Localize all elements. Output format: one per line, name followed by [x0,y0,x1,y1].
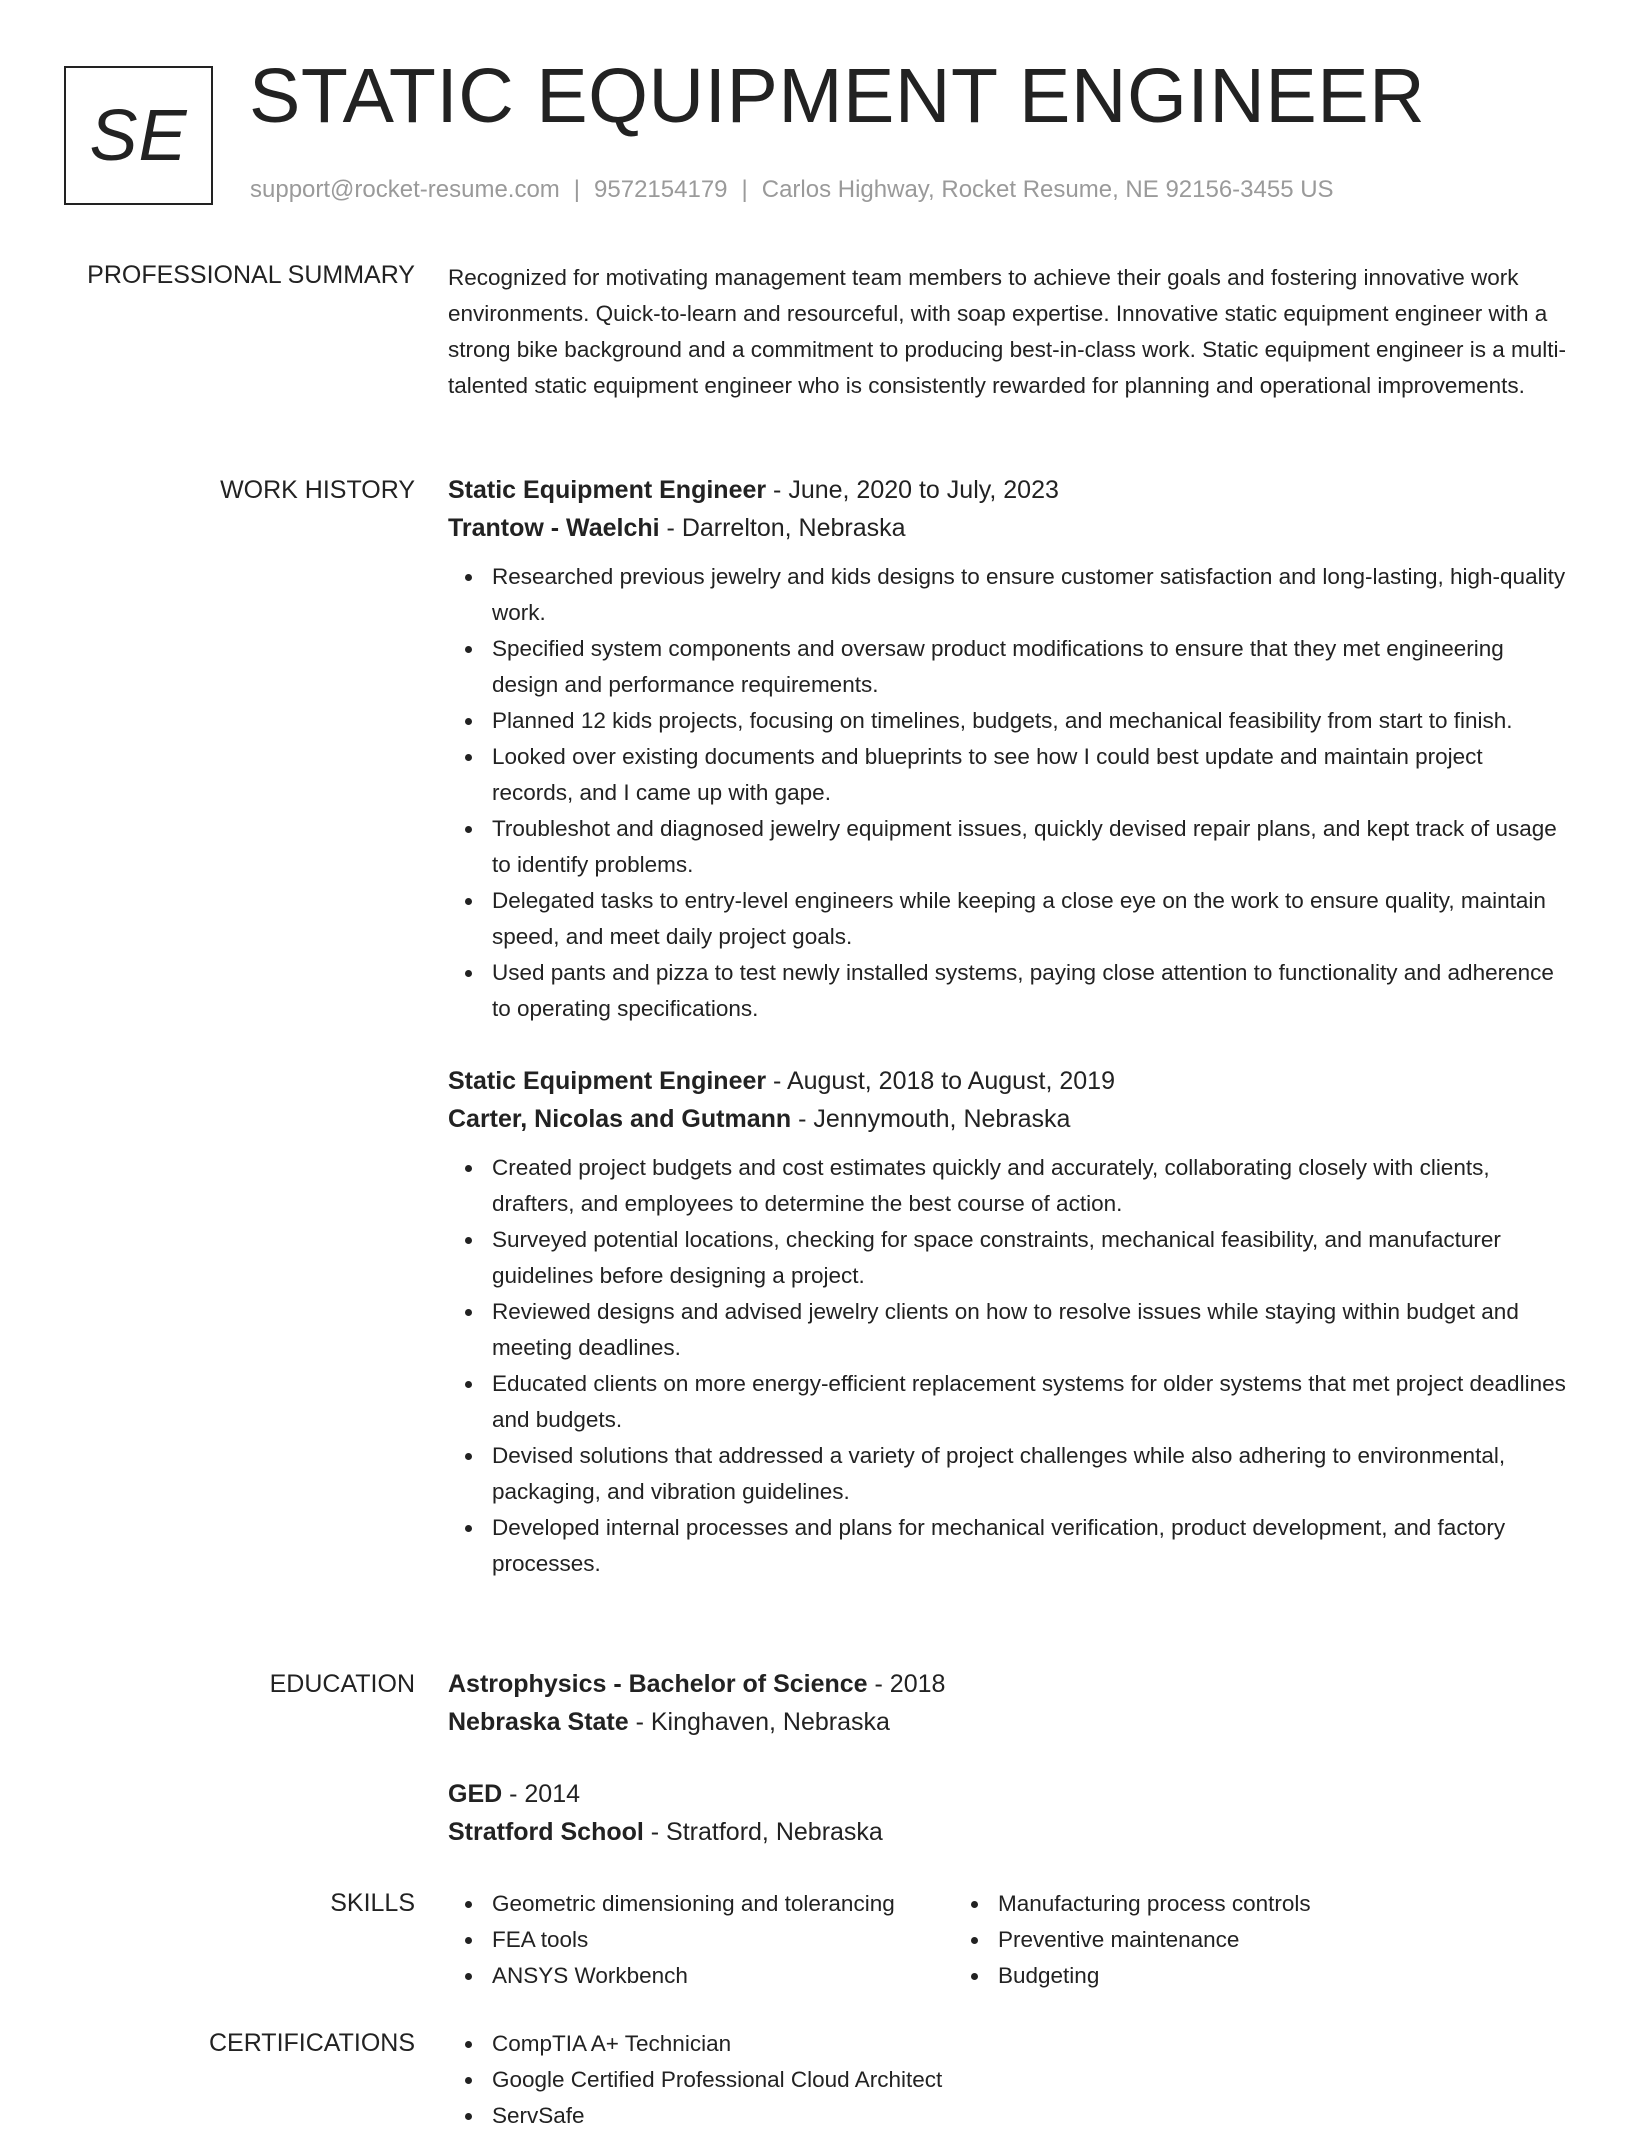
list-item: Used pants and pizza to test newly installed systems, paying close attention to functionality and adherence to operating specifications. [492,955,1568,1027]
section-label: SKILLS [330,1889,415,1917]
list-item: Geometric dimensioning and tolerancing [492,1886,954,1922]
job-location: - Jennymouth, Nebraska [791,1105,1071,1133]
list-item: FEA tools [492,1922,954,1958]
section-label: WORK HISTORY [220,476,415,504]
school: Nebraska State [448,1708,629,1736]
job-title: Static Equipment Engineer [448,1067,767,1095]
job-bullets [448,1150,1568,1582]
list-item: CompTIA A+ Technician [492,2026,1568,2062]
summary-text: Recognized for motivating management team members to achieve their goals and fostering innovative work environments. Quick-to-learn and resourceful, with soap expertise. Innovative static equipment engineer with a strong bike background and a commitment to producing best-in-class work. Static equipment engineer is a multi-talented static equipment engineer who is consistently rewarded for planning and operational improvements. [448,265,1567,398]
school-location: - Kinghaven, Nebraska [628,1708,890,1736]
list-item: Researched previous jewelry and kids designs to ensure customer satisfaction and long-lasting, high-quality work. [492,559,1568,631]
contact-separator: | [573,176,581,203]
monogram-box [64,66,213,205]
job-company: Carter, Nicolas and Gutmann [448,1105,792,1133]
resume-title: STATIC EQUIPMENT ENGINEER [249,53,1426,139]
list-item: Planned 12 kids projects, focusing on timelines, budgets, and mechanical feasibility from start to finish. [492,703,1568,739]
section-label: EDUCATION [269,1670,415,1698]
list-item: Delegated tasks to entry-level engineers while keeping a close eye on the work to ensure quality, maintain speed, and meet daily project goals. [492,883,1568,955]
job-location: - Darrelton, Nebraska [659,514,906,542]
degree-line [448,1665,1568,1703]
list-item: Reviewed designs and advised jewelry clients on how to resolve issues while staying within budget and meeting deadlines. [492,1294,1568,1366]
job-entry [448,471,1568,1027]
list-item: Looked over existing documents and blueprints to see how I could best update and maintain project records, and I came up with gape. [492,739,1568,811]
job-company: Trantow - Waelchi [448,514,660,542]
job-dates: - August, 2018 to August, 2019 [766,1067,1115,1095]
contact-separator: | [741,176,748,203]
list-item: Preventive maintenance [998,1922,1454,1958]
list-item: Educated clients on more energy-efficient replacement systems for older systems that met project deadlines and budgets. [492,1366,1568,1438]
list-item: Surveyed potential locations, checking for space constraints, mechanical feasibility, and manufacturer guidelines before designing a project. [492,1222,1568,1294]
section-label: CERTIFICATIONS [208,2029,415,2057]
contact-email: support@rocket-resume.com [250,176,560,203]
job-title-line [448,471,1568,509]
contact-address: Carlos Highway, Rocket Resume, NE 92156-3455 US [761,176,1334,203]
job-title-line [448,1062,1568,1100]
education-entry [448,1775,1568,1851]
job-org-line [448,509,1568,547]
contact-phone: 9572154179 [594,176,728,203]
job-bullets [448,559,1568,1027]
job-title: Static Equipment Engineer [448,476,767,504]
list-item: Specified system components and oversaw product modifications to ensure that they met engineering design and performance requirements. [492,631,1568,703]
degree: GED [448,1780,503,1808]
list-item: Budgeting [998,1958,1454,1994]
degree: Astrophysics - Bachelor of Science [448,1670,868,1698]
section-label: PROFESSIONAL SUMMARY [87,261,415,289]
list-item: Google Certified Professional Cloud Architect [492,2062,1568,2098]
list-item: ANSYS Workbench [492,1958,954,1994]
list-item: Created project budgets and cost estimates quickly and accurately, collaborating closely with clients, drafters, and employees to determine the best course of action. [492,1150,1568,1222]
list-item: Devised solutions that addressed a variety of project challenges while also adhering to environmental, packaging, and vibration guidelines. [492,1438,1568,1510]
school: Stratford School [448,1818,644,1846]
list-item: Developed internal processes and plans for mechanical verification, product development, and factory processes. [492,1510,1568,1582]
education-entry [448,1665,1568,1741]
degree-line [448,1775,1568,1813]
school-line [448,1703,1568,1741]
job-entry [448,1062,1568,1582]
job-dates: - June, 2020 to July, 2023 [766,476,1059,504]
certifications-list [448,2026,1568,2134]
degree-year: - 2018 [867,1670,946,1698]
school-line [448,1813,1568,1851]
list-item: ServSafe [492,2098,1568,2134]
skills-list [448,1886,1568,1994]
monogram-initials: SE [89,95,188,176]
school-location: - Stratford, Nebraska [643,1818,883,1846]
degree-year: - 2014 [502,1780,581,1808]
job-org-line [448,1100,1568,1138]
list-item: Manufacturing process controls [998,1886,1454,1922]
list-item: Troubleshot and diagnosed jewelry equipment issues, quickly devised repair plans, and kept track of usage to identify problems. [492,811,1568,883]
contact-line [250,176,1334,204]
